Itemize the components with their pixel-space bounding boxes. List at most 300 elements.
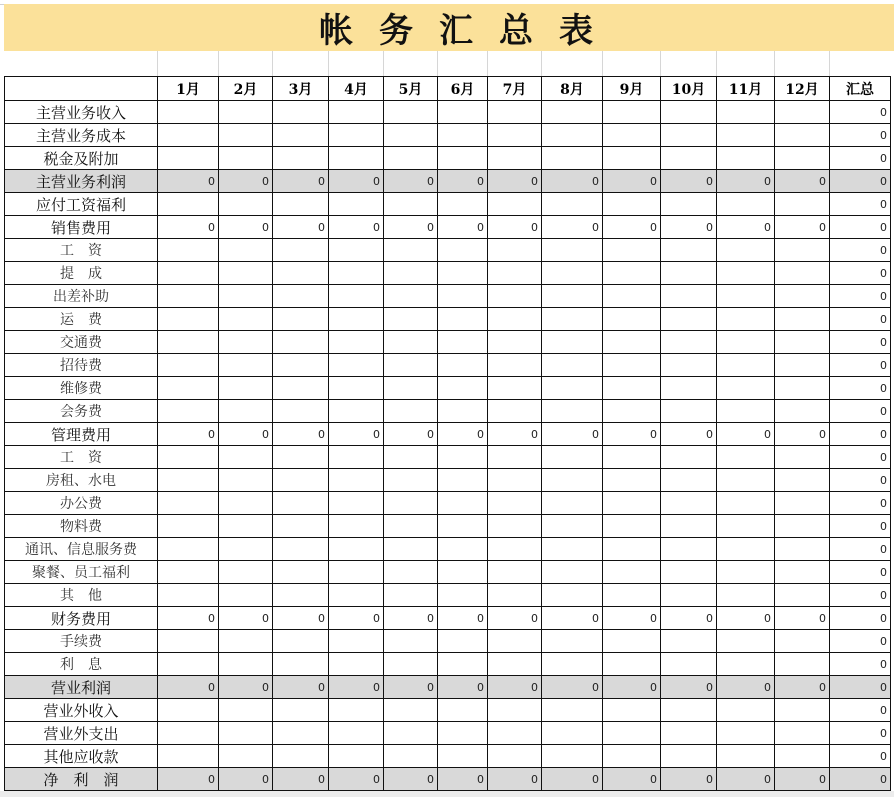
value-cell[interactable] [329,722,384,745]
value-cell[interactable]: 0 [542,768,603,791]
value-cell[interactable] [542,239,603,262]
total-cell[interactable]: 0 [830,216,891,239]
value-cell[interactable] [219,331,273,354]
value-cell[interactable] [438,538,488,561]
value-cell[interactable]: 0 [329,768,384,791]
value-cell[interactable]: 0 [384,216,438,239]
value-cell[interactable]: 0 [775,768,830,791]
value-cell[interactable] [775,239,830,262]
value-cell[interactable] [775,285,830,308]
value-cell[interactable] [488,699,542,722]
value-cell[interactable] [273,446,329,469]
total-cell[interactable]: 0 [830,239,891,262]
value-cell[interactable] [329,262,384,285]
value-cell[interactable] [219,561,273,584]
value-cell[interactable]: 0 [603,216,661,239]
value-cell[interactable]: 0 [542,170,603,193]
value-cell[interactable] [542,515,603,538]
value-cell[interactable]: 0 [329,216,384,239]
row-label-cell[interactable]: 主营业务成本 [5,124,158,147]
value-cell[interactable]: 0 [717,216,775,239]
value-cell[interactable] [661,538,717,561]
value-cell[interactable] [775,745,830,768]
value-cell[interactable] [158,446,219,469]
value-cell[interactable]: 0 [158,423,219,446]
value-cell[interactable] [438,262,488,285]
value-cell[interactable] [542,354,603,377]
value-cell[interactable]: 0 [158,768,219,791]
value-cell[interactable] [542,630,603,653]
value-cell[interactable] [158,492,219,515]
value-cell[interactable] [329,331,384,354]
value-cell[interactable] [438,515,488,538]
value-cell[interactable] [438,469,488,492]
value-cell[interactable]: 0 [329,676,384,699]
row-label-cell[interactable]: 管理费用 [5,423,158,446]
total-cell[interactable]: 0 [830,147,891,170]
value-cell[interactable] [158,584,219,607]
value-cell[interactable] [219,653,273,676]
value-cell[interactable] [661,446,717,469]
value-cell[interactable] [384,193,438,216]
value-cell[interactable] [438,630,488,653]
value-cell[interactable] [384,331,438,354]
value-cell[interactable] [329,285,384,308]
value-cell[interactable] [603,699,661,722]
value-cell[interactable]: 0 [717,423,775,446]
value-cell[interactable] [488,745,542,768]
total-cell[interactable]: 0 [830,768,891,791]
total-cell[interactable]: 0 [830,538,891,561]
value-cell[interactable] [384,538,438,561]
row-label-cell[interactable]: 维修费 [5,377,158,400]
value-cell[interactable] [384,377,438,400]
value-cell[interactable] [717,101,775,124]
value-cell[interactable] [158,515,219,538]
value-cell[interactable] [219,124,273,147]
total-cell[interactable]: 0 [830,193,891,216]
row-label-cell[interactable]: 房租、水电 [5,469,158,492]
value-cell[interactable] [158,193,219,216]
header-month-10[interactable]: 10月 [661,77,717,101]
value-cell[interactable]: 0 [158,216,219,239]
row-label-cell[interactable]: 聚餐、员工福利 [5,561,158,584]
value-cell[interactable] [219,377,273,400]
value-cell[interactable] [488,561,542,584]
value-cell[interactable] [273,492,329,515]
row-label-cell[interactable]: 工 资 [5,446,158,469]
value-cell[interactable] [273,331,329,354]
value-cell[interactable] [273,653,329,676]
total-cell[interactable]: 0 [830,630,891,653]
value-cell[interactable] [603,469,661,492]
value-cell[interactable] [542,101,603,124]
value-cell[interactable] [717,515,775,538]
value-cell[interactable] [542,722,603,745]
value-cell[interactable] [438,193,488,216]
value-cell[interactable] [329,147,384,170]
value-cell[interactable] [384,722,438,745]
value-cell[interactable]: 0 [488,423,542,446]
total-cell[interactable]: 0 [830,446,891,469]
value-cell[interactable]: 0 [542,216,603,239]
value-cell[interactable] [329,101,384,124]
total-cell[interactable]: 0 [830,584,891,607]
value-cell[interactable] [542,262,603,285]
value-cell[interactable] [219,722,273,745]
value-cell[interactable]: 0 [384,607,438,630]
value-cell[interactable] [661,124,717,147]
row-label-cell[interactable]: 其他应收款 [5,745,158,768]
value-cell[interactable] [661,147,717,170]
value-cell[interactable] [603,262,661,285]
value-cell[interactable] [603,745,661,768]
row-label-cell[interactable]: 主营业务利润 [5,170,158,193]
value-cell[interactable] [273,101,329,124]
value-cell[interactable] [384,561,438,584]
value-cell[interactable] [273,285,329,308]
value-cell[interactable] [219,469,273,492]
row-label-cell[interactable]: 提 成 [5,262,158,285]
value-cell[interactable] [158,538,219,561]
value-cell[interactable] [329,193,384,216]
value-cell[interactable] [717,584,775,607]
value-cell[interactable] [775,492,830,515]
value-cell[interactable] [661,262,717,285]
value-cell[interactable]: 0 [603,768,661,791]
total-cell[interactable]: 0 [830,699,891,722]
value-cell[interactable]: 0 [219,676,273,699]
value-cell[interactable]: 0 [661,676,717,699]
value-cell[interactable] [603,584,661,607]
value-cell[interactable] [384,745,438,768]
value-cell[interactable] [438,561,488,584]
value-cell[interactable] [329,584,384,607]
row-label-cell[interactable]: 税金及附加 [5,147,158,170]
value-cell[interactable]: 0 [488,768,542,791]
value-cell[interactable]: 0 [661,768,717,791]
value-cell[interactable]: 0 [488,216,542,239]
total-cell[interactable]: 0 [830,124,891,147]
value-cell[interactable] [661,331,717,354]
value-cell[interactable] [329,745,384,768]
value-cell[interactable]: 0 [717,768,775,791]
value-cell[interactable] [158,469,219,492]
header-month-5[interactable]: 5月 [384,77,438,101]
value-cell[interactable] [158,699,219,722]
row-label-cell[interactable]: 办公费 [5,492,158,515]
value-cell[interactable]: 0 [273,676,329,699]
value-cell[interactable] [603,101,661,124]
value-cell[interactable] [158,630,219,653]
value-cell[interactable] [438,446,488,469]
value-cell[interactable] [158,745,219,768]
header-month-11[interactable]: 11月 [717,77,775,101]
value-cell[interactable] [329,377,384,400]
value-cell[interactable] [219,515,273,538]
value-cell[interactable] [438,699,488,722]
value-cell[interactable] [661,469,717,492]
value-cell[interactable] [603,653,661,676]
value-cell[interactable] [384,446,438,469]
value-cell[interactable] [158,101,219,124]
value-cell[interactable] [775,400,830,423]
row-label-cell[interactable]: 手续费 [5,630,158,653]
header-total[interactable]: 汇总 [830,77,891,101]
value-cell[interactable] [219,745,273,768]
value-cell[interactable] [329,124,384,147]
value-cell[interactable] [775,584,830,607]
value-cell[interactable] [273,699,329,722]
value-cell[interactable] [542,377,603,400]
value-cell[interactable] [273,377,329,400]
value-cell[interactable]: 0 [384,423,438,446]
row-label-cell[interactable]: 物料费 [5,515,158,538]
value-cell[interactable] [661,101,717,124]
value-cell[interactable] [775,561,830,584]
total-cell[interactable]: 0 [830,101,891,124]
header-month-8[interactable]: 8月 [542,77,603,101]
value-cell[interactable]: 0 [273,768,329,791]
value-cell[interactable] [717,354,775,377]
value-cell[interactable] [661,630,717,653]
value-cell[interactable] [488,331,542,354]
value-cell[interactable]: 0 [219,423,273,446]
value-cell[interactable] [603,147,661,170]
header-month-4[interactable]: 4月 [329,77,384,101]
value-cell[interactable] [384,400,438,423]
value-cell[interactable] [488,239,542,262]
value-cell[interactable] [775,699,830,722]
value-cell[interactable]: 0 [273,170,329,193]
value-cell[interactable] [329,400,384,423]
value-cell[interactable]: 0 [488,607,542,630]
value-cell[interactable] [329,446,384,469]
total-cell[interactable]: 0 [830,653,891,676]
value-cell[interactable] [329,354,384,377]
value-cell[interactable] [603,561,661,584]
value-cell[interactable] [488,285,542,308]
value-cell[interactable] [329,630,384,653]
value-cell[interactable] [273,147,329,170]
row-label-cell[interactable]: 主营业务收入 [5,101,158,124]
value-cell[interactable] [775,124,830,147]
value-cell[interactable] [384,262,438,285]
value-cell[interactable] [775,262,830,285]
value-cell[interactable] [775,446,830,469]
total-cell[interactable]: 0 [830,308,891,331]
value-cell[interactable] [219,699,273,722]
value-cell[interactable] [542,538,603,561]
row-label-cell[interactable]: 会务费 [5,400,158,423]
value-cell[interactable] [661,377,717,400]
value-cell[interactable] [273,262,329,285]
value-cell[interactable] [219,239,273,262]
value-cell[interactable] [717,377,775,400]
value-cell[interactable] [488,538,542,561]
total-cell[interactable]: 0 [830,722,891,745]
value-cell[interactable] [219,101,273,124]
value-cell[interactable] [488,262,542,285]
title-cell[interactable] [4,4,894,51]
value-cell[interactable] [438,285,488,308]
value-cell[interactable] [384,101,438,124]
value-cell[interactable] [542,285,603,308]
row-label-cell[interactable]: 销售费用 [5,216,158,239]
total-cell[interactable]: 0 [830,469,891,492]
value-cell[interactable] [542,699,603,722]
total-cell[interactable]: 0 [830,745,891,768]
value-cell[interactable] [384,124,438,147]
value-cell[interactable]: 0 [542,607,603,630]
value-cell[interactable] [158,400,219,423]
value-cell[interactable]: 0 [158,170,219,193]
value-cell[interactable] [661,653,717,676]
row-label-cell[interactable]: 招待费 [5,354,158,377]
value-cell[interactable]: 0 [661,216,717,239]
value-cell[interactable] [661,308,717,331]
value-cell[interactable] [273,400,329,423]
value-cell[interactable] [717,124,775,147]
value-cell[interactable] [717,331,775,354]
value-cell[interactable] [384,630,438,653]
value-cell[interactable] [717,239,775,262]
value-cell[interactable]: 0 [438,607,488,630]
value-cell[interactable] [384,147,438,170]
total-cell[interactable]: 0 [830,400,891,423]
value-cell[interactable] [329,308,384,331]
value-cell[interactable]: 0 [384,676,438,699]
value-cell[interactable] [273,124,329,147]
value-cell[interactable] [488,653,542,676]
total-cell[interactable]: 0 [830,331,891,354]
value-cell[interactable]: 0 [219,607,273,630]
value-cell[interactable] [775,193,830,216]
value-cell[interactable] [542,492,603,515]
value-cell[interactable] [488,400,542,423]
row-label-cell[interactable]: 通讯、信息服务费 [5,538,158,561]
value-cell[interactable]: 0 [717,170,775,193]
value-cell[interactable] [717,147,775,170]
value-cell[interactable] [775,101,830,124]
value-cell[interactable] [273,515,329,538]
value-cell[interactable] [542,446,603,469]
value-cell[interactable] [542,331,603,354]
value-cell[interactable] [158,722,219,745]
value-cell[interactable] [603,400,661,423]
value-cell[interactable] [438,745,488,768]
value-cell[interactable]: 0 [329,607,384,630]
value-cell[interactable] [603,354,661,377]
header-month-3[interactable]: 3月 [273,77,329,101]
value-cell[interactable]: 0 [603,607,661,630]
value-cell[interactable] [438,653,488,676]
value-cell[interactable] [603,239,661,262]
value-cell[interactable] [488,193,542,216]
value-cell[interactable] [384,308,438,331]
row-label-cell[interactable]: 应付工资福利 [5,193,158,216]
value-cell[interactable] [384,354,438,377]
value-cell[interactable]: 0 [488,676,542,699]
value-cell[interactable] [384,515,438,538]
value-cell[interactable] [717,630,775,653]
value-cell[interactable] [661,584,717,607]
value-cell[interactable] [329,561,384,584]
value-cell[interactable] [219,262,273,285]
value-cell[interactable] [438,722,488,745]
total-cell[interactable]: 0 [830,377,891,400]
value-cell[interactable] [661,722,717,745]
value-cell[interactable] [775,354,830,377]
total-cell[interactable]: 0 [830,515,891,538]
value-cell[interactable] [329,239,384,262]
value-cell[interactable]: 0 [329,423,384,446]
value-cell[interactable] [603,331,661,354]
value-cell[interactable] [219,400,273,423]
row-label-cell[interactable]: 财务费用 [5,607,158,630]
value-cell[interactable] [158,653,219,676]
value-cell[interactable] [273,354,329,377]
value-cell[interactable] [438,147,488,170]
total-cell[interactable]: 0 [830,170,891,193]
value-cell[interactable] [542,400,603,423]
value-cell[interactable] [661,515,717,538]
value-cell[interactable] [775,538,830,561]
value-cell[interactable] [158,285,219,308]
value-cell[interactable] [717,285,775,308]
value-cell[interactable]: 0 [603,423,661,446]
value-cell[interactable] [661,400,717,423]
value-cell[interactable]: 0 [438,216,488,239]
value-cell[interactable] [438,124,488,147]
value-cell[interactable] [717,193,775,216]
value-cell[interactable] [219,308,273,331]
value-cell[interactable] [775,515,830,538]
value-cell[interactable] [273,561,329,584]
value-cell[interactable] [488,446,542,469]
value-cell[interactable] [273,722,329,745]
value-cell[interactable] [603,538,661,561]
row-label-cell[interactable]: 出差补助 [5,285,158,308]
value-cell[interactable]: 0 [158,676,219,699]
value-cell[interactable] [219,285,273,308]
value-cell[interactable] [488,630,542,653]
value-cell[interactable] [219,354,273,377]
value-cell[interactable] [661,193,717,216]
value-cell[interactable]: 0 [438,676,488,699]
value-cell[interactable] [717,561,775,584]
value-cell[interactable] [438,101,488,124]
value-cell[interactable] [717,745,775,768]
value-cell[interactable] [717,653,775,676]
value-cell[interactable] [329,699,384,722]
value-cell[interactable]: 0 [775,423,830,446]
total-cell[interactable]: 0 [830,262,891,285]
value-cell[interactable]: 0 [717,676,775,699]
row-label-cell[interactable]: 工 资 [5,239,158,262]
value-cell[interactable] [661,492,717,515]
value-cell[interactable] [219,584,273,607]
value-cell[interactable] [329,469,384,492]
value-cell[interactable] [219,538,273,561]
value-cell[interactable]: 0 [775,216,830,239]
row-label-cell[interactable]: 营业外支出 [5,722,158,745]
value-cell[interactable] [542,469,603,492]
value-cell[interactable] [542,308,603,331]
value-cell[interactable] [273,745,329,768]
value-cell[interactable] [717,538,775,561]
value-cell[interactable]: 0 [158,607,219,630]
